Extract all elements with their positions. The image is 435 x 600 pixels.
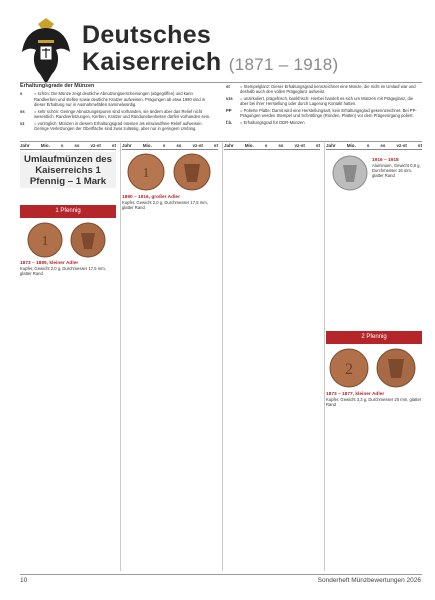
page-header bbox=[12, 10, 424, 86]
grading-entry: PP = Polierte Platte: Damit wird eine Herstellungsart, kein Erhaltungsgrad gekennzeichnet. Bei PP-Prägungen werden Stempel und Schrötlinge (Ronden, Platten) vor dem Prägevorgang poliert. bbox=[226, 108, 417, 119]
coin-1-pfennig-1873-image bbox=[26, 221, 110, 259]
column-header: Jahr Mio. s ss vz-st st bbox=[122, 143, 218, 148]
grading-entry: vz = vorzüglich: Münzen in diesem Erhaltungsgrad müssen als einwandfreie Relief aufweisen. Geringe Verletzungen der Oberfläche sind zwar zulässig, aber nur in geringem Umfang. bbox=[20, 120, 203, 132]
svg-text:1: 1 bbox=[142, 166, 150, 181]
section-heading-box bbox=[20, 152, 116, 188]
publication-name: Sonderheft Münzbewertungen 2026 bbox=[317, 577, 421, 584]
grading-entry: f.b. = Erhaltungsgrad für DDR-Münzen bbox=[226, 120, 305, 126]
column-header: Jahr Mio. s ss vz-st st bbox=[326, 143, 422, 148]
page-title bbox=[82, 22, 339, 49]
title-years: (1871 – 1918) bbox=[228, 55, 339, 74]
coin-1-pfennig-1890-image bbox=[126, 152, 214, 192]
grading-rule bbox=[20, 141, 422, 142]
price-column-3 bbox=[224, 143, 320, 571]
grading-entry: ss = sehr schön: Geringe Abnutzungsspuren sind vorhanden, sie ändern aber das Relief nicht wesentlich. Randverletzungen, Kerben, Kratzer und Randunebenheiten dürfen vorhanden sein. bbox=[20, 108, 211, 119]
grading-heading: Erhaltungsgrade der Münzen bbox=[20, 83, 95, 89]
grading-entry: vzs = unzirkuliert, prägefrisch, bankfrisch: Hierbei handelt es sich um Münzen mit Prägeglanz, die aber bei ihrer Herstellung oder durch Lagerung Kontakt hatten. bbox=[226, 96, 414, 107]
title-line-2: Kaiserreich bbox=[82, 48, 222, 76]
imperial-eagle-icon bbox=[18, 18, 74, 84]
footer-rule bbox=[20, 574, 422, 575]
coin-caption-2pf: 1873 – 1877, kleiner Adler Kupfer, Gewicht 3,3 g, Durchmesser 20 mm, glatter Rand bbox=[326, 392, 422, 407]
svg-text:1: 1 bbox=[41, 234, 49, 249]
coin-caption-1873: 1873 – 1889, kleiner Adler Kupfer, Gewicht 2,0 g, Durchmesser 17,5 mm, glatter Rand bbox=[20, 261, 106, 276]
section-title: Umlaufmünzen des Kaiserreichs 1 Pfennig – 1 Mark bbox=[24, 154, 112, 187]
grading-col-left bbox=[20, 84, 214, 133]
coin-caption-1916: 1916 – 1918 Aluminium, Gewicht 0,8 g, Durchmesser 16 mm, glatter Rand bbox=[372, 158, 421, 178]
price-column-1 bbox=[20, 143, 116, 571]
column-header: Jahr Mio. s ss vz-st st bbox=[224, 143, 320, 148]
title-block bbox=[82, 22, 339, 78]
title-line-1: Deutsches bbox=[82, 21, 212, 49]
price-table-rows bbox=[20, 275, 116, 571]
page-number: 10 bbox=[20, 577, 28, 584]
price-table-rows bbox=[122, 209, 218, 571]
denomination-banner-1-pfennig: 1 Pfennig bbox=[20, 205, 116, 218]
price-table-rows bbox=[326, 197, 422, 285]
coin-2-pfennig-1873-image bbox=[328, 347, 420, 389]
price-table-rows bbox=[326, 407, 422, 571]
price-columns bbox=[20, 143, 422, 571]
grading-entry: s = schön: Die Münze zeigt deutliche Abnutzungserscheinungen (abgegriffen) und kann Randkerben und stellen sowie deutliche Kratzer aufweisen. Prägungen ab etwa 1990 sind in dieser Erhaltung nur in Ausnahmefällen sammelwürdig. bbox=[20, 91, 206, 107]
denomination-banner-2-pfennig: 2 Pfennig bbox=[326, 331, 422, 344]
price-column-2 bbox=[122, 143, 218, 571]
grading-entry: st = Stempelglanz: Dieser Erhaltungsgrad kennzeichnet eine Münze, die nicht im Umlauf war und deshalb auch den vollen Prägeglanz aufweist. bbox=[226, 84, 416, 95]
coin-caption-1890: 1890 – 1916, großer Adler Kupfer, Gewicht 2,0 g, Durchmesser 17,5 mm, glatter Rand bbox=[122, 195, 208, 210]
price-table-rows bbox=[224, 151, 320, 571]
coin-1-pfennig-1916-image bbox=[330, 153, 370, 193]
grading-col-right bbox=[226, 84, 420, 127]
column-header: Jahr Mio. s ss vz-st st bbox=[20, 143, 116, 148]
svg-text:2: 2 bbox=[345, 361, 353, 378]
price-column-4 bbox=[326, 143, 422, 571]
grading-legend bbox=[20, 84, 422, 142]
